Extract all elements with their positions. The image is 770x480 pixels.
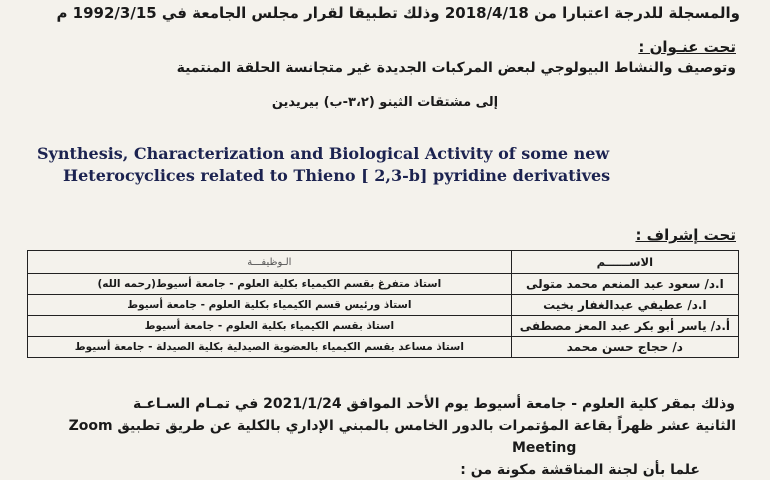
supervision-heading: تحت إشراف : (635, 226, 736, 244)
table-row (28, 274, 739, 295)
supervisor-name: ا.د/ سعود عبد المنعم محمد متولى (511, 274, 738, 295)
supervisor-name: ا.د/ عطيفي عبدالغفار بخيت (511, 295, 738, 316)
table-header-row (28, 251, 739, 274)
supervisor-job: استاذ بقسم الكيمياء بكلية العلوم - جامعة أسيوط (28, 316, 512, 337)
table-row (28, 295, 739, 316)
venue-line: وذلك بمقر كلية العلوم - جامعة أسيوط يوم الأحد الموافق 2021/1/24 في تمـام السـاعـة (133, 396, 735, 412)
english-title-line-1: Synthesis, Characterization and Biological Activity of some new (37, 144, 610, 163)
table-row (28, 337, 739, 358)
registration-line: والمسجلة للدرجة اعتبارا من 2018/4/18 وذلك تطبيقا لقرار مجلس الجامعة في 1992/3/15 م (56, 4, 740, 22)
venue-detail-line: الثانية عشر ظهراً بقاعة المؤتمرات بالدور الخامس بالمبني الإداري بالكلية عن طريق تطبيق Zoom (68, 418, 736, 434)
supervisor-job: استاذ مساعد بقسم الكيمياء بالعضوية الصيدلية بكلية الصيدلة - جامعة أسيوط (28, 337, 512, 358)
arabic-title-line-2: إلى مشتقات الثينو (٣،٢-ب) بيريدين (271, 95, 499, 110)
column-header-job: الـوظيفـــة (28, 251, 512, 274)
supervisors-table (27, 250, 739, 358)
supervisor-name: د/ حجاج حسن محمد (511, 337, 738, 358)
supervisor-name: أ.د/ ياسر أبو بكر عبد المعز مصطفى (511, 316, 738, 337)
meeting-word: Meeting (512, 440, 577, 456)
committee-line: علما بأن لجنة المناقشة مكونة من : (460, 462, 700, 478)
supervisor-job: استاذ متفرغ بقسم الكيمياء بكلية العلوم - جامعة أسيوط(رحمه الله) (28, 274, 512, 295)
supervisor-job: استاذ ورئيس قسم الكيمياء بكلية العلوم - جامعة أسيوط (28, 295, 512, 316)
column-header-name: الاســــــم (511, 251, 738, 274)
title-heading: تحت عنـوان : (638, 38, 736, 56)
english-title-line-2: Heterocyclices related to Thieno [ 2,3-b] pyridine derivatives (63, 166, 611, 185)
table-row (28, 316, 739, 337)
arabic-title-line-1: وتوصيف والنشاط البيولوجي لبعض المركبات الجديدة غير متجانسة الحلقة المنتمية (176, 60, 736, 76)
